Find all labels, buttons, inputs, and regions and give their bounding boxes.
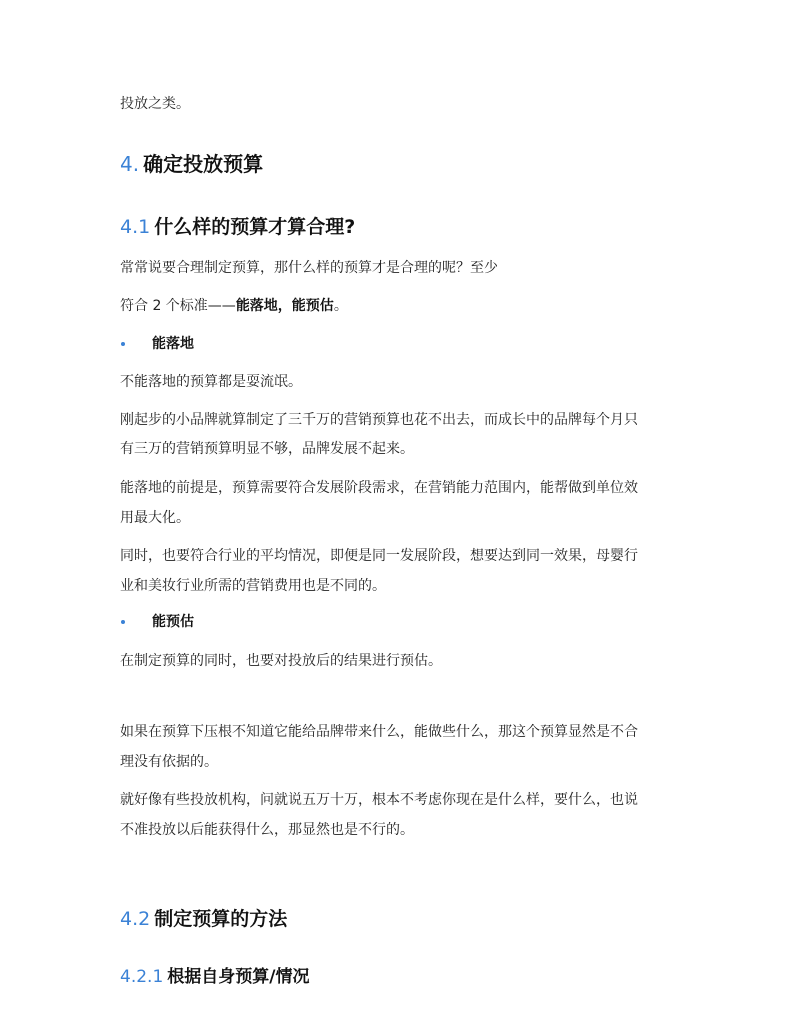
heading-section-4 [120, 148, 263, 177]
heading-number: 4.1 [120, 216, 151, 238]
heading-text: 确定投放预算 [143, 152, 264, 176]
heading-text: 根据自身预算/情况 [167, 967, 310, 987]
paragraph-p2: 不能落地的预算都是耍流氓。 [120, 374, 302, 390]
standards-prefix: 符合 2 个标准—— [120, 298, 236, 314]
paragraph-p7-line1: 如果在预算下压根不知道它能给品牌带来什么，能做些什么，那这个预算显然是不合 [120, 724, 638, 740]
paragraph-p4-line1: 能落地的前提是，预算需要符合发展阶段需求，在营销能力范围内，能帮做到单位效 [120, 480, 638, 496]
bullet-feasible [120, 334, 194, 354]
heading-section-4-2-1 [120, 962, 309, 987]
heading-text: 制定预算的方法 [154, 908, 288, 930]
paragraph-p8-line2: 不准投放以后能获得什么，那显然也是不行的。 [120, 822, 414, 838]
paragraph-p5-line2: 业和美妆行业所需的营销费用也是不同的。 [120, 578, 386, 594]
bullet-dot-icon [121, 620, 125, 624]
heading-number: 4.2 [120, 908, 151, 930]
paragraph-p3-line2: 有三万的营销预算明显不够，品牌发展不起来。 [120, 441, 414, 457]
standards-bold: 能落地，能预估 [235, 298, 334, 314]
bullet-predictable [120, 612, 194, 632]
paragraph-p7-line2: 理没有依据的。 [120, 754, 218, 770]
heading-section-4-1 [120, 212, 355, 239]
paragraph-p6: 在制定预算的同时，也要对投放后的结果进行预估。 [120, 653, 442, 669]
heading-text: 什么样的预算才算合理? [154, 216, 356, 238]
paragraph-p5-line1: 同时，也要符合行业的平均情况，即便是同一发展阶段，想要达到同一效果，母婴行 [120, 548, 638, 564]
heading-number: 4. [120, 152, 140, 176]
heading-number: 4.2.1 [120, 967, 164, 987]
paragraph-p8-line1: 就好像有些投放机构，问就说五万十万，根本不考虑你现在是什么样，要什么，也说 [120, 792, 638, 808]
paragraph-p3-line1: 刚起步的小品牌就算制定了三千万的营销预算也花不出去，而成长中的品牌每个月只 [120, 412, 638, 428]
paragraph-standards-line2 [120, 290, 680, 323]
paragraph-standards-line1: 常常说要合理制定预算，那什么样的预算才是合理的呢？至少 [120, 260, 498, 276]
intro-tail-text: 投放之类。 [120, 96, 190, 112]
heading-section-4-2 [120, 904, 287, 931]
standards-suffix: 。 [333, 298, 348, 314]
bullet-dot-icon [121, 342, 125, 346]
paragraph-p4-line2: 用最大化。 [120, 510, 190, 526]
bullet-label: 能预估 [152, 614, 194, 630]
bullet-label: 能落地 [152, 336, 194, 352]
